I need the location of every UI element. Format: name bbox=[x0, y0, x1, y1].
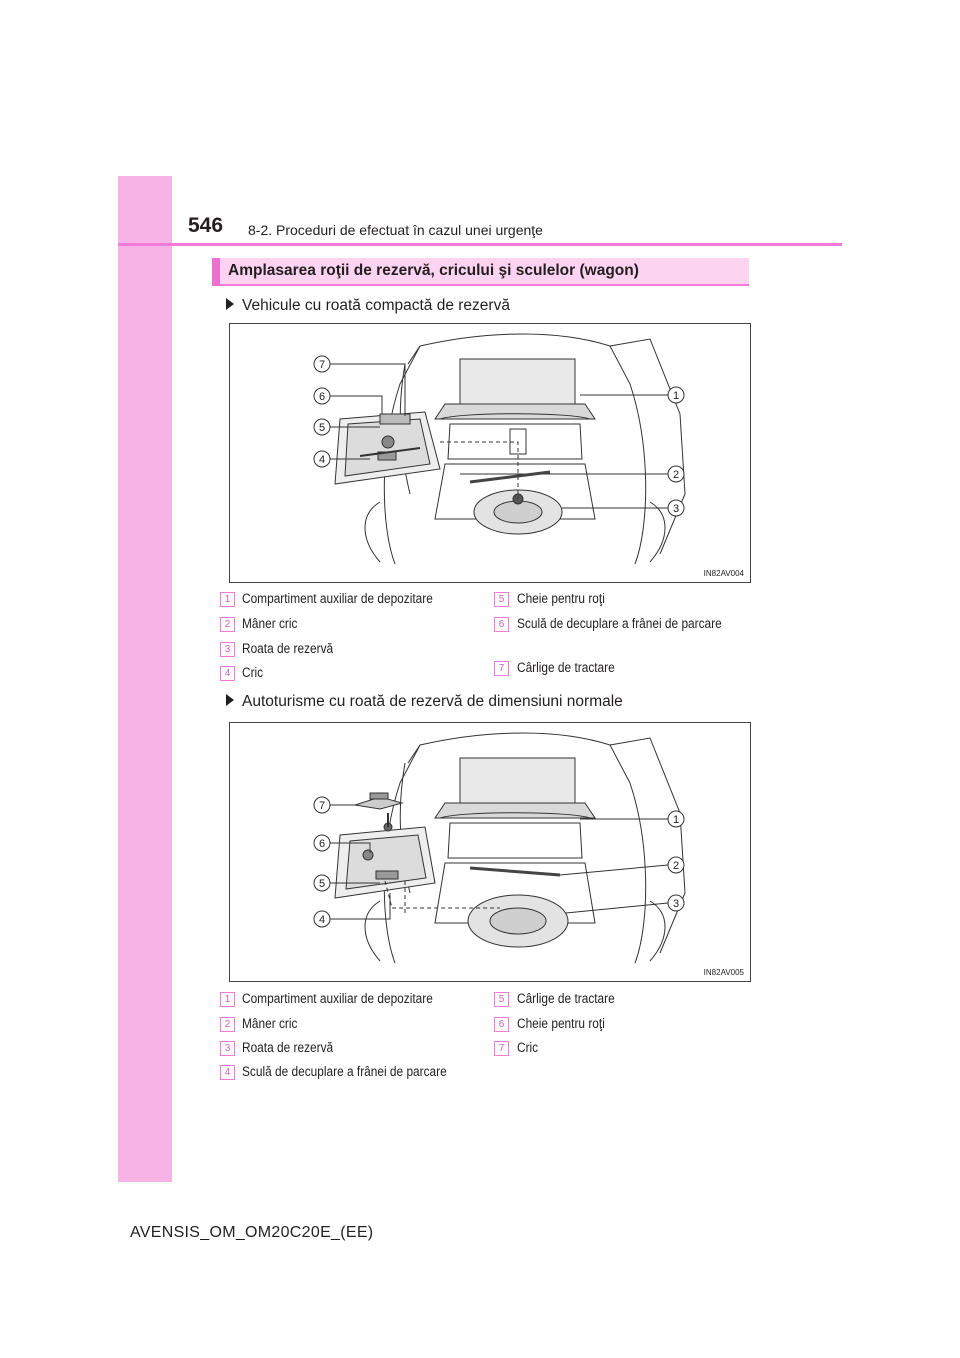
legend-text: Compartiment auxiliar de depozitare bbox=[242, 991, 433, 1006]
legend-number: 4 bbox=[220, 666, 235, 681]
callout-6: 6 bbox=[318, 391, 326, 403]
legend-text: Cheie pentru roţi bbox=[517, 1016, 605, 1031]
legend-number: 4 bbox=[220, 1065, 235, 1080]
callout-7: 7 bbox=[318, 359, 326, 371]
triangle-bullet-icon bbox=[226, 298, 234, 310]
callout-1: 1 bbox=[672, 390, 680, 402]
header-rule bbox=[118, 243, 842, 246]
legend-number: 6 bbox=[494, 617, 509, 632]
legend-number: 5 bbox=[494, 992, 509, 1007]
legend-number: 6 bbox=[494, 1017, 509, 1032]
legend-text: Sculă de decuplare a frânei de parcare bbox=[517, 616, 722, 631]
subheading-text: Vehicule cu roată compactă de rezervă bbox=[242, 297, 510, 314]
page-number: 546 bbox=[188, 214, 224, 237]
legend-text: Cric bbox=[517, 1040, 539, 1055]
figure-code: IN82AV004 bbox=[703, 569, 744, 578]
callout-5: 5 bbox=[318, 878, 326, 890]
legend-number: 7 bbox=[494, 661, 509, 676]
legend-text: Roata de rezervă bbox=[242, 1040, 334, 1055]
legend-number: 1 bbox=[220, 992, 235, 1007]
callout-5: 5 bbox=[318, 422, 326, 434]
legend-text: Mâner cric bbox=[242, 616, 298, 631]
legend-number: 1 bbox=[220, 592, 235, 607]
document-code: AVENSIS_OM_OM20C20E_(EE) bbox=[130, 1224, 374, 1241]
callout-2: 2 bbox=[672, 469, 680, 481]
legend-number: 3 bbox=[220, 1041, 235, 1056]
triangle-bullet-icon bbox=[226, 694, 234, 706]
legend-text: Cârlige de tractare bbox=[517, 991, 615, 1006]
legend-text: Cârlige de tractare bbox=[517, 660, 615, 675]
callout-4: 4 bbox=[318, 914, 326, 926]
figure-full-size-spare bbox=[229, 722, 751, 982]
section-title: Amplasarea roţii de rezervă, cricului şi sculelor (wagon) bbox=[228, 262, 639, 279]
subheading-compact-spare bbox=[226, 297, 510, 315]
callout-3: 3 bbox=[672, 503, 680, 515]
legend-number: 2 bbox=[220, 617, 235, 632]
trunk-illustration-1 bbox=[230, 324, 750, 582]
section-marker bbox=[212, 258, 220, 286]
subheading-text: Autoturisme cu roată de rezervă de dimensiuni normale bbox=[242, 693, 623, 710]
legend-text: Sculă de decuplare a frânei de parcare bbox=[242, 1064, 447, 1079]
legend-number: 2 bbox=[220, 1017, 235, 1032]
legend-number: 7 bbox=[494, 1041, 509, 1056]
callout-7: 7 bbox=[318, 800, 326, 812]
figure-code: IN82AV005 bbox=[703, 968, 744, 977]
chapter-side-tab bbox=[118, 176, 172, 1182]
callout-3: 3 bbox=[672, 898, 680, 910]
legend-text: Mâner cric bbox=[242, 1016, 298, 1031]
legend-text: Compartiment auxiliar de depozitare bbox=[242, 591, 433, 606]
legend-number: 5 bbox=[494, 592, 509, 607]
subheading-full-size-spare bbox=[226, 693, 623, 711]
callout-2: 2 bbox=[672, 860, 680, 872]
legend-text: Cric bbox=[242, 665, 264, 680]
legend-text: Roata de rezervă bbox=[242, 641, 334, 656]
legend-number: 3 bbox=[220, 642, 235, 657]
figure-compact-spare bbox=[229, 323, 751, 583]
running-title: 8-2. Proceduri de efectuat în cazul unei urgenţe bbox=[248, 222, 543, 238]
callout-4: 4 bbox=[318, 454, 326, 466]
trunk-illustration-2 bbox=[230, 723, 750, 981]
section-heading bbox=[212, 258, 749, 286]
legend-text: Cheie pentru roţi bbox=[517, 591, 605, 606]
callout-1: 1 bbox=[672, 814, 680, 826]
callout-6: 6 bbox=[318, 838, 326, 850]
